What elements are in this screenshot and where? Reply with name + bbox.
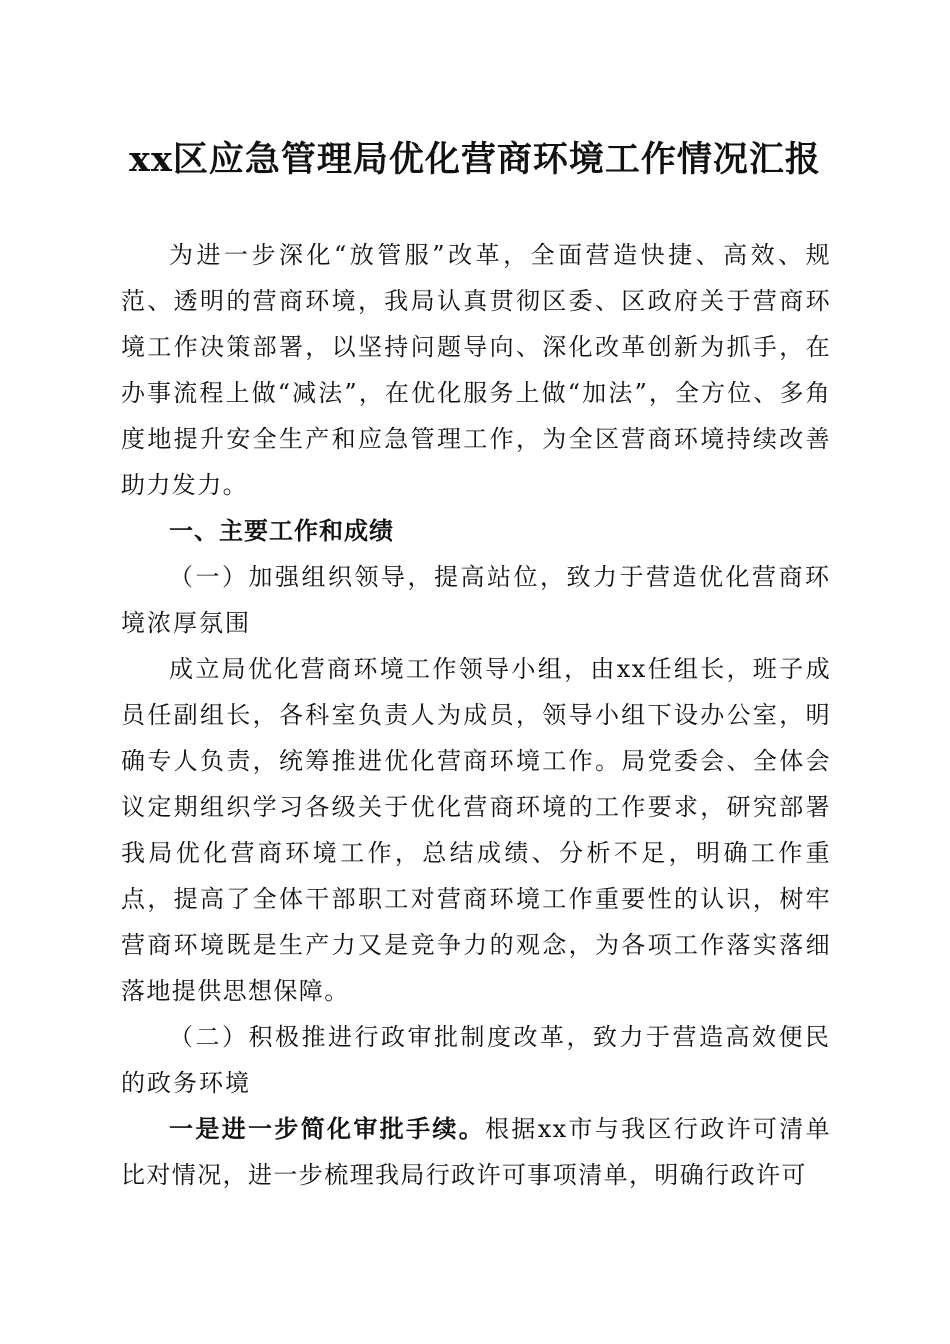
subsection-heading-2: （二）积极推进行政审批制度改革，致力于营造高效便民的政务环境: [121, 1023, 831, 1097]
intro-paragraph: 为进一步深化“放管服”改革，全面营造快捷、高效、规范、透明的营商环境，我局认真贯彻区委、区政府关于营商环境工作决策部署，以坚持问题导向、深化改革创新为抓手，在办事流程上做“减法”，在优化服务上做“加法”，全方位、多角度地提升安全生产和应急管理工作，为全区营商环境持续改善助力发力。: [121, 241, 831, 499]
subsection-2-paragraph: [121, 1106, 831, 1198]
document-title: xx区应急管理局优化营商环境工作情况汇报: [129, 139, 821, 180]
subsection-2-lead: 一是进一步简化审批手续。: [169, 1114, 486, 1143]
section-heading-main-work: 一、主要工作和成绩: [169, 517, 394, 545]
document-body: [121, 232, 831, 1198]
subsection-1-paragraph: 成立局优化营商环境工作领导小组，由xx任组长，班子成员任副组长，各科室负责人为成员，领导小组下设办公室，明确专人负责，统筹推进优化营商环境工作。局党委会、全体会议定期组织学习各级关于优化营商环境的工作要求，研究部署我局优化营商环境工作，总结成绩、分析不足，明确工作重点，提高了全体干部职工对营商环境工作重要性的认识，树牢营商环境既是生产力又是竞争力的观念，为各项工作落实落细落地提供思想保障。: [121, 655, 831, 1005]
subsection-heading-1: （一）加强组织领导，提高站位，致力于营造优化营商环境浓厚氛围: [121, 563, 831, 637]
subsection-2-text: 根据xx市与我区行政许可清单比对情况，进一步梳理我局行政许可事项清单，明确行政许可: [121, 1115, 831, 1189]
